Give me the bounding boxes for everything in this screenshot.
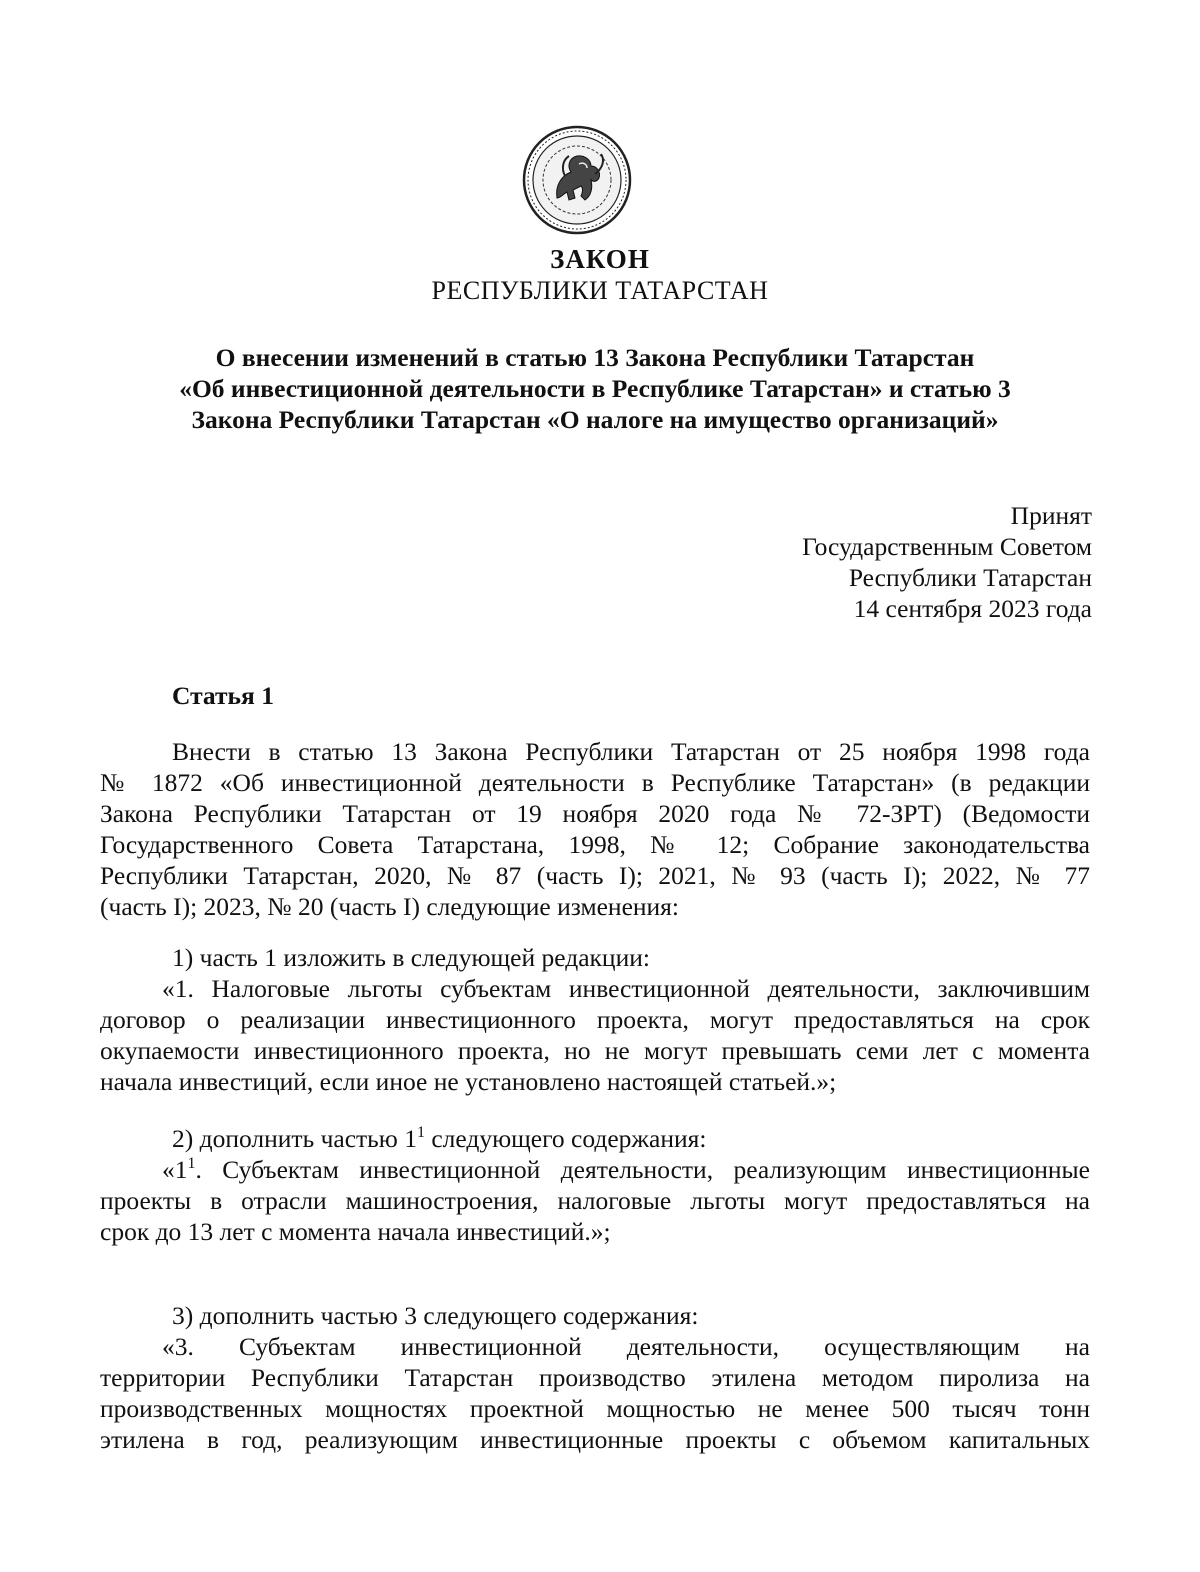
adoption-line: Принят	[1010, 501, 1092, 530]
text-line: (часть I); 2023, № 20 (часть I) следующие изменения:	[100, 892, 679, 921]
text-line: Закона Республики Татарстан от 19 ноября 2020 года № 72-ЗРТ) (Ведомости	[100, 799, 1090, 828]
text-line: окупаемости инвестиционного проекта, но не могут превышать семи лет с момента	[100, 1036, 1090, 1065]
law-title-line: «Об инвестиционной деятельности в Республике Татарстан» и статью 3	[179, 374, 1011, 403]
adoption-block	[802, 500, 1092, 624]
law-heading: ЗАКОН	[550, 244, 650, 274]
adoption-date: 14 сентября 2023 года	[853, 594, 1092, 623]
law-title-line: Закона Республики Татарстан «О налоге на имущество организаций»	[191, 405, 999, 434]
amendment-item-3	[100, 1300, 1090, 1455]
lead-text: следующего содержания:	[424, 1124, 707, 1153]
superscript: 1	[187, 1155, 196, 1172]
text-line: производственных мощностях проектной мощностью не менее 500 тысяч тонн	[100, 1394, 1090, 1423]
adoption-line: Республики Татарстан	[848, 563, 1092, 592]
text-line: договор о реализации инвестиционного проекта, могут предоставляться на срок	[100, 1005, 1090, 1034]
law-republic-subheading: РЕСПУБЛИКИ ТАТАРСТАН	[431, 276, 769, 305]
text-line: проекты в отрасли машиностроения, налоговые льготы могут предоставляться на	[100, 1186, 1090, 1215]
superscript: 1	[416, 1124, 425, 1141]
line-text: . Субъектам инвестиционной деятельности, реализующим инвестиционные	[195, 1155, 1090, 1184]
text-line: этилена в год, реализующим инвестиционные проекты с объемом капитальных	[100, 1425, 1090, 1454]
coat-of-arms-emblem	[521, 124, 633, 236]
text-line: Внести в статью 13 Закона Республики Татарстан от 25 ноября 1998 года	[172, 737, 1090, 766]
text-line: «1. Налоговые льготы субъектам инвестиционной деятельности, заключившим	[162, 974, 1090, 1003]
text-line: начала инвестиций, если иное не установлено настоящей статьей.»;	[100, 1067, 837, 1096]
text-line: «3. Субъектам инвестиционной деятельности, осуществляющим на	[162, 1332, 1090, 1361]
text-line: Государственного Совета Татарстана, 1998, № 12; Собрание законодательства	[100, 830, 1090, 859]
amendment-lead: 3) дополнить частью 3 следующего содержания:	[172, 1301, 699, 1330]
lead-text: 2) дополнить частью 1	[172, 1124, 417, 1153]
law-title-line: О внесении изменений в статью 13 Закона Республики Татарстан	[215, 343, 975, 372]
law-title	[100, 342, 1090, 435]
adoption-line: Государственным Советом	[802, 532, 1092, 561]
amendment-lead: 1) часть 1 изложить в следующей редакции:	[172, 943, 650, 972]
line-text: «1	[162, 1155, 188, 1184]
text-line: срок до 13 лет с момента начала инвестиций.»;	[100, 1217, 611, 1246]
text-line	[100, 1154, 1090, 1185]
text-line: Республики Татарстан, 2020, № 87 (часть I); 2021, № 93 (часть I); 2022, № 77	[100, 861, 1090, 890]
amendment-item-2	[100, 1123, 1090, 1247]
amendment-lead	[100, 1123, 1090, 1154]
article-heading: Статья 1	[172, 681, 274, 710]
article-intro-paragraph	[100, 736, 1090, 922]
text-line: № 1872 «Об инвестиционной деятельности в Республике Татарстан» (в редакции	[100, 768, 1090, 797]
amendment-item-1	[100, 942, 1090, 1097]
text-line: территории Республики Татарстан производство этилена методом пиролиза на	[100, 1363, 1090, 1392]
